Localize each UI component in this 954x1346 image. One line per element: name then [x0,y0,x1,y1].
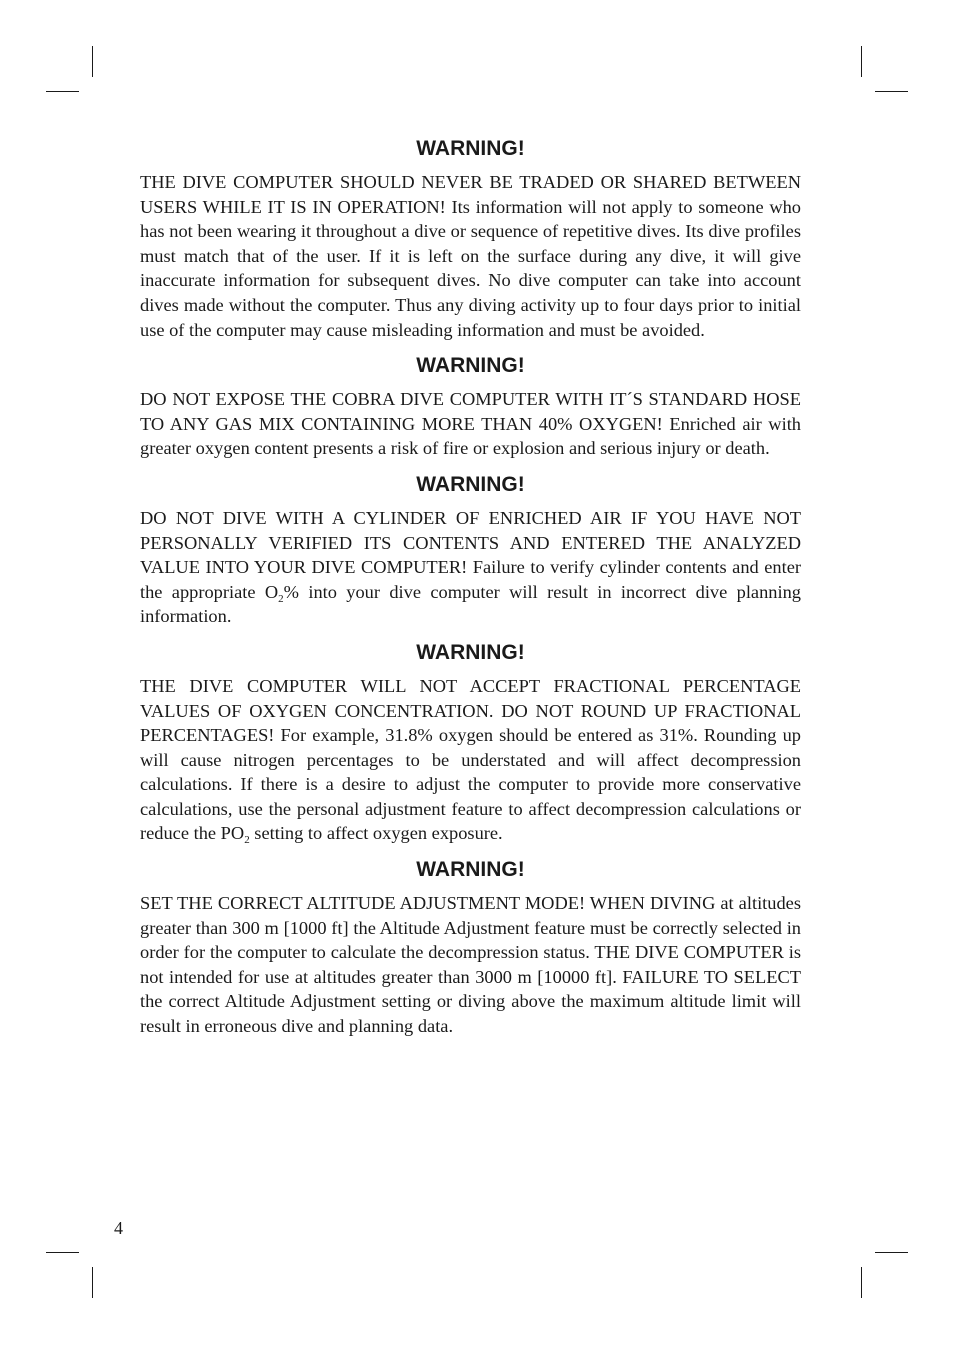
warning-section-altitude [140,857,801,1039]
warning-heading: WARNING! [416,137,525,160]
crop-mark-bottom-left-horizontal [46,1252,79,1253]
warnings-content [140,136,801,1039]
warning-section-fractional-percentage [140,640,801,846]
warning-heading: WARNING! [416,640,525,664]
crop-mark-top-right-vertical [861,46,862,77]
warning-text: THE DIVE COMPUTER WILL NOT ACCEPT FRACTIONAL PERCENTAGE VALUES OF OXYGEN CONCENTRATION. DO NOT ROUND UP FRACTIONAL PERCENTAGES! For example, 31.8% oxygen should be entered as 31%. Rounding up will cause nitrogen percentages to be understated and will affect decompression calculations. If there is a desire to adjust the computer to provide more conservative calculations, use the personal adjustment feature to affect decompression calculations or reduce the $PO_2$ setting to affect oxygen exposure. [140,675,801,847]
warning-section-oxygen-hose [140,353,801,461]
crop-mark-top-right-horizontal [875,91,908,92]
warning-text: SET THE CORRECT ALTITUDE ADJUSTMENT MODE! WHEN DIVING at altitudes greater than 300 m [1000 ft] the Altitude Adjustment feature must be correctly selected in order for the computer to calculate the decompression status. THE DIVE COMPUTER is not intended for use at altitudes greater than 3000 m [10000 ft]. FAILURE TO SELECT the correct Altitude Adjustment setting or diving above the maximum altitude limit will result in erroneous dive and planning data. [140,893,801,1037]
warning-text: DO NOT DIVE WITH A CYLINDER OF ENRICHED AIR IF YOU HAVE NOT PERSONALLY VERIFIED ITS CONTENTS AND ENTERED THE ANALYZED VALUE INTO YOUR DIVE COMPUTER! Failure to verify cylinder contents and enter the appropriate $O_2\%$ into your dive computer will result in incorrect dive planning information. [140,507,801,627]
warning-section-sharing [140,136,801,342]
subscript: 2 [244,834,250,847]
warning-heading: WARNING! [416,354,525,378]
subscript: 2 [278,592,284,605]
warning-text: THE DIVE COMPUTER SHOULD NEVER BE TRADED OR SHARED BETWEEN USERS WHILE IT IS IN OPERATION! Its information will not apply to someone who has not been wearing it throughout a dive or sequence of repetitive dives. Its dive profiles must match that of the user. If it is left on the surface during any dive, it will give inaccurate information for subsequent dives. No dive computer can take into account dives made without the computer. Thus any diving activity up to four days prior to initial use of the computer may cause misleading information and must be avoided. [140,172,801,340]
warning-heading: WARNING! [416,472,525,496]
warning-heading: WARNING! [416,858,525,882]
page-number: 4 [114,1218,123,1238]
crop-mark-bottom-right-horizontal [875,1252,908,1253]
crop-mark-top-left-vertical [92,46,93,77]
crop-mark-top-left-horizontal [46,91,79,92]
crop-mark-bottom-right-vertical [861,1267,862,1298]
warning-text: DO NOT EXPOSE THE COBRA DIVE COMPUTER WITH IT´S STANDARD HOSE TO ANY GAS MIX CONTAINING MORE THAN 40% OXYGEN! Enriched air with greater oxygen content presents a risk of fire or explosion and serious injury or death. [140,389,801,459]
crop-mark-bottom-left-vertical [92,1267,93,1298]
warning-section-cylinder-verify [140,472,801,629]
